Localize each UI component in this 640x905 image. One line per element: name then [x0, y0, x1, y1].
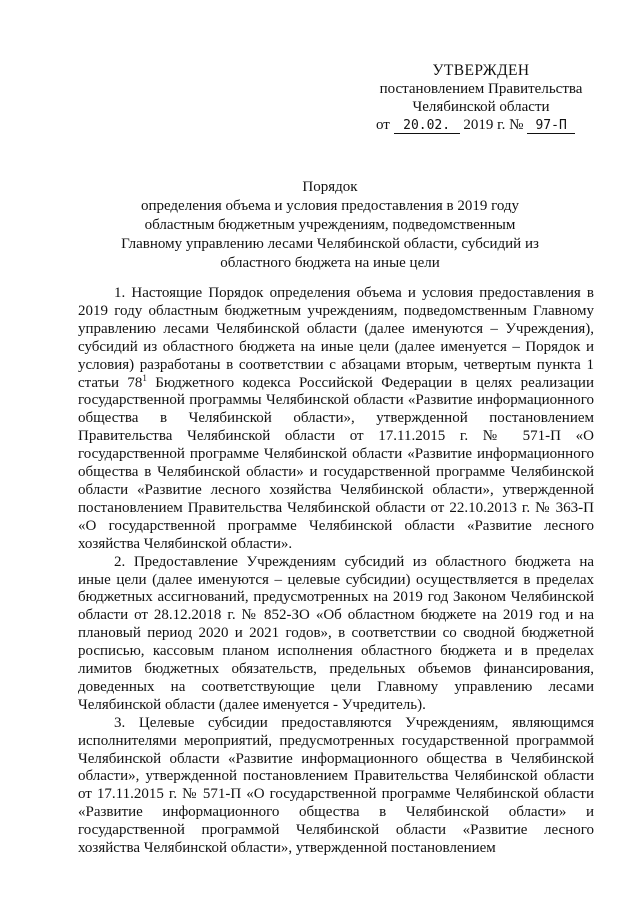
paragraph-1-part-a: 1. Настоящие Порядок определения объема и условия предоставления в 2019 году областным бюджетным учреждениям, подведомственным Главному управлению лесами Челябинской области (далее именуются – Учреждения), субсидий из областного бюджета на иные цели (далее именуется – Порядок и условия) разработаны в соответствии с абзацами вторым, четвертым пункта 1 статьи 78 [78, 285, 594, 391]
title-line-4: Главному управлению лесами Челябинской области, субсидий из [121, 236, 539, 252]
paragraph-1 [78, 285, 594, 554]
approval-date: 20.02. [394, 118, 460, 134]
title-line-1: Порядок [302, 179, 358, 195]
approval-from-prefix: от [376, 117, 390, 133]
approval-heading: УТВЕРЖДЕН [432, 62, 530, 79]
title-line-5: областного бюджета на иные цели [220, 255, 440, 271]
paragraph-3: 3. Целевые субсидии предоставляются Учреждениям, являющимся исполнителями мероприятий, предусмотренных государственной программой Челябинской области «Развитие информационного общества в Челябинской области», утвержденной постановлением Правительства Челябинской области от 17.11.2015 г. № 571-П «О государственной программе Челябинской области «Развитие информационного общества в Челябинской области» и государственной программой Челябинской области «Развитие лесного хозяйства Челябинской области», утвержденной постановлением [78, 714, 594, 857]
approval-year-text: 2019 г. № [463, 117, 524, 133]
approval-date-line [370, 116, 592, 134]
document-title [60, 178, 600, 273]
approval-line-2: Челябинской области [412, 99, 550, 115]
paragraph-2: 2. Предоставление Учреждениям субсидий из областного бюджета на иные цели (далее именуются – целевые субсидии) осуществляется в пределах бюджетных ассигнований, предусмотренных на 2019 год Законом Челябинской области от 28.12.2018 г. № 852-ЗО «Об областном бюджете на 2019 год и на плановый период 2020 и 2021 годов», в соответствии со сводной бюджетной росписью, кассовым планом исполнения областного бюджета и в пределах лимитов бюджетных обязательств, предельных объемов финансирования, доведенных на соответствующие цели Главному управлению лесами Челябинской области (далее именуется - Учредитель). [78, 553, 594, 713]
title-line-2: определения объема и условия предоставления в 2019 году [140, 198, 520, 214]
approval-stamp [370, 62, 592, 134]
document-body [78, 285, 594, 858]
paragraph-1-part-b: Бюджетного кодекса Российской Федерации в целях реализации государственной программы Челябинской области «Развитие информационного общества в Челябинской области», утвержденной постановлением Правительства Челябинской области от 17.11.2015 г. № 571-П «О государственной программе Челябинской области «Развитие информационного общества в Челябинской области» и государственной программе Челябинской области «Развитие лесного хозяйства Челябинской области», утвержденной постановлением Правительства Челябинской области от 22.10.2013 г. № 363-П «О государственной программе Челябинской области «Развитие лесного хозяйства Челябинской области». [78, 374, 594, 552]
approval-line-1: постановлением Правительства [379, 81, 583, 97]
title-line-3: областным бюджетным учреждениям, подведомственным [144, 217, 516, 233]
approval-number: 97-П [527, 118, 575, 134]
paragraph-1-superscript: 1 [142, 372, 147, 383]
